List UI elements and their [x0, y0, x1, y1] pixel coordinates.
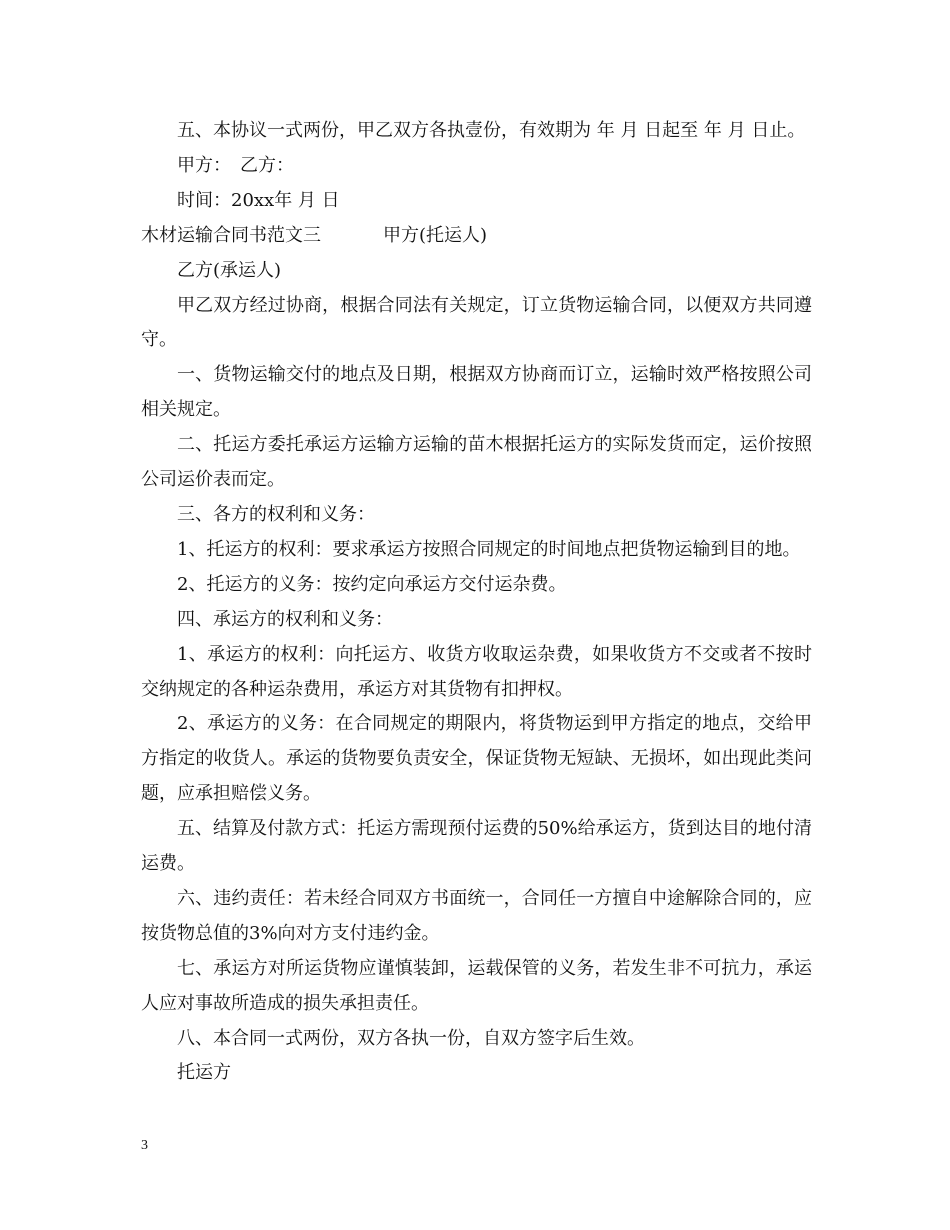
clause-7: 七、承运方对所运货物应谨慎装卸，运载保管的义务，若发生非不可抗力，承运人应对事故所造成的损失承担责任。	[141, 957, 812, 1014]
clause-2: 二、托运方委托承运方运输方运输的苗木根据托运方的实际发货而定，运价按照公司运价表而定。	[141, 434, 812, 491]
clause-validity: 五、本协议一式两份，甲乙双方各执壹份，有效期为 年 月 日起至 年 月 日止。	[177, 120, 806, 141]
document-body	[141, 114, 812, 1091]
clause-8: 八、本合同一式两份，双方各执一份，自双方签字后生效。	[177, 1027, 645, 1049]
party-b-label: 乙方(承运人)	[177, 259, 282, 281]
shipper-signature-label: 托运方	[177, 1062, 231, 1084]
clause-3-item-2: 2、托运方的义务：按约定向承运方交付运杂费。	[177, 573, 567, 595]
clause-4-item-2: 2、承运方的义务：在合同规定的期限内，将货物运到甲方指定的地点，交给甲方指定的收货人。承运的货物要负责安全，保证货物无短缺、无损坏，如出现此类问题，应承担赔偿义务。	[141, 713, 812, 805]
signature-date: 时间：20xx年 月 日	[177, 189, 340, 211]
party-a-label: 甲方(托运人)	[383, 224, 488, 246]
clause-6: 六、违约责任：若未经合同双方书面统一，合同任一方擅自中途解除合同的，应按货物总值的3%向对方支付违约金。	[141, 887, 812, 944]
clause-4-heading: 四、承运方的权利和义务：	[177, 608, 393, 630]
preamble: 甲乙双方经过协商，根据合同法有关规定，订立货物运输合同，以便双方共同遵守。	[141, 294, 812, 351]
clause-5: 五、结算及付款方式：托运方需现预付运费的50%给承运方，货到达目的地付清运费。	[141, 818, 812, 875]
clause-3-item-1: 1、托运方的权利：要求承运方按照合同规定的时间地点把货物运输到目的地。	[177, 538, 801, 560]
document-title: 木材运输合同书范文三	[141, 224, 321, 246]
clause-4-item-1: 1、承运方的权利：向托运方、收货方收取运杂费，如果收货方不交或者不按时交纳规定的各种运杂费用，承运方对其货物有扣押权。	[141, 643, 812, 700]
clause-1: 一、货物运输交付的地点及日期，根据双方协商而订立，运输时效严格按照公司相关规定。	[141, 364, 812, 421]
page-number: 3	[141, 1138, 148, 1153]
clause-3-heading: 三、各方的权利和义务：	[177, 503, 375, 525]
section-heading-line	[141, 219, 812, 254]
signature-parties: 甲方： 乙方：	[177, 154, 294, 176]
